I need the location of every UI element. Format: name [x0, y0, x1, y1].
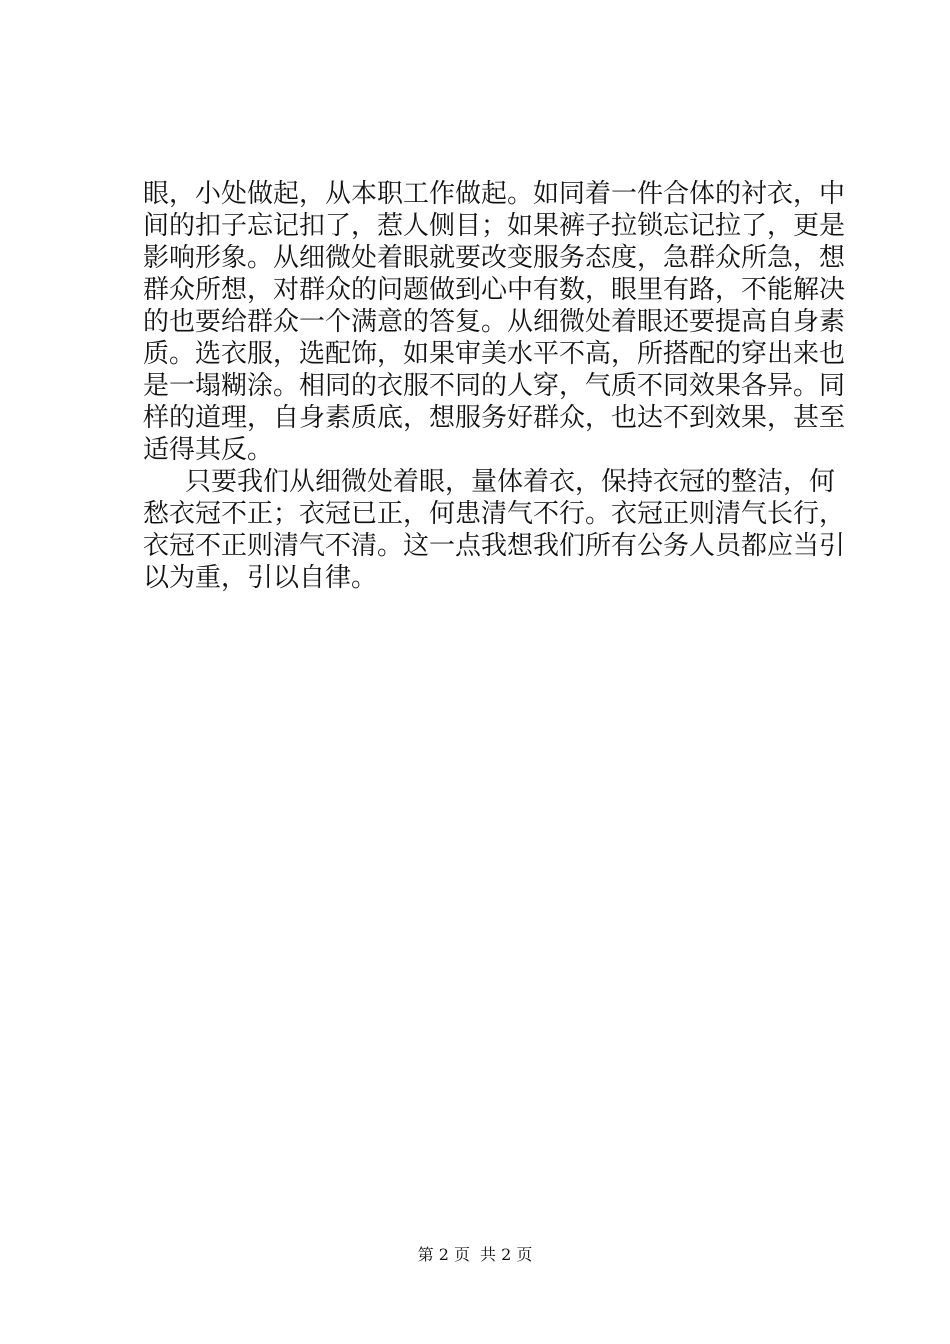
text-line: 间的扣子忘记扣了，惹人侧目；如果裤子拉锁忘记拉了，更是 [143, 211, 846, 241]
text-line: 是一塌糊涂。相同的衣服不同的人穿，气质不同效果各异。同 [143, 371, 846, 401]
text-line: 影响形象。从细微处着眼就要改变服务态度，急群众所急，想 [143, 243, 846, 273]
text-line: 只要我们从细微处着眼，量体着衣，保持衣冠的整洁，何 [185, 467, 836, 497]
text-line: 群众所想，对群众的问题做到心中有数，眼里有路，不能解决 [143, 275, 846, 305]
document-body [143, 178, 846, 594]
text-line: 质。选衣服，选配饰，如果审美水平不高，所搭配的穿出来也 [143, 339, 846, 369]
page-number: 第 2 页 [417, 1245, 470, 1264]
text-line: 适得其反。 [143, 435, 274, 465]
page-total: 共 2 页 [480, 1245, 533, 1264]
text-line: 的也要给群众一个满意的答复。从细微处着眼还要提高自身素 [143, 307, 846, 337]
paragraph-1 [143, 178, 846, 466]
text-line: 以为重，引以自律。 [143, 563, 378, 593]
text-line: 愁衣冠不正；衣冠已正，何患清气不行。衣冠正则清气长行， [143, 499, 846, 529]
page-footer [0, 1244, 950, 1266]
paragraph-2 [143, 466, 846, 594]
text-line: 眼，小处做起，从本职工作做起。如同着一件合体的衬衣，中 [143, 179, 846, 209]
text-line: 样的道理，自身素质底，想服务好群众，也达不到效果，甚至 [143, 403, 846, 433]
text-line: 衣冠不正则清气不清。这一点我想我们所有公务人员都应当引 [143, 531, 846, 561]
